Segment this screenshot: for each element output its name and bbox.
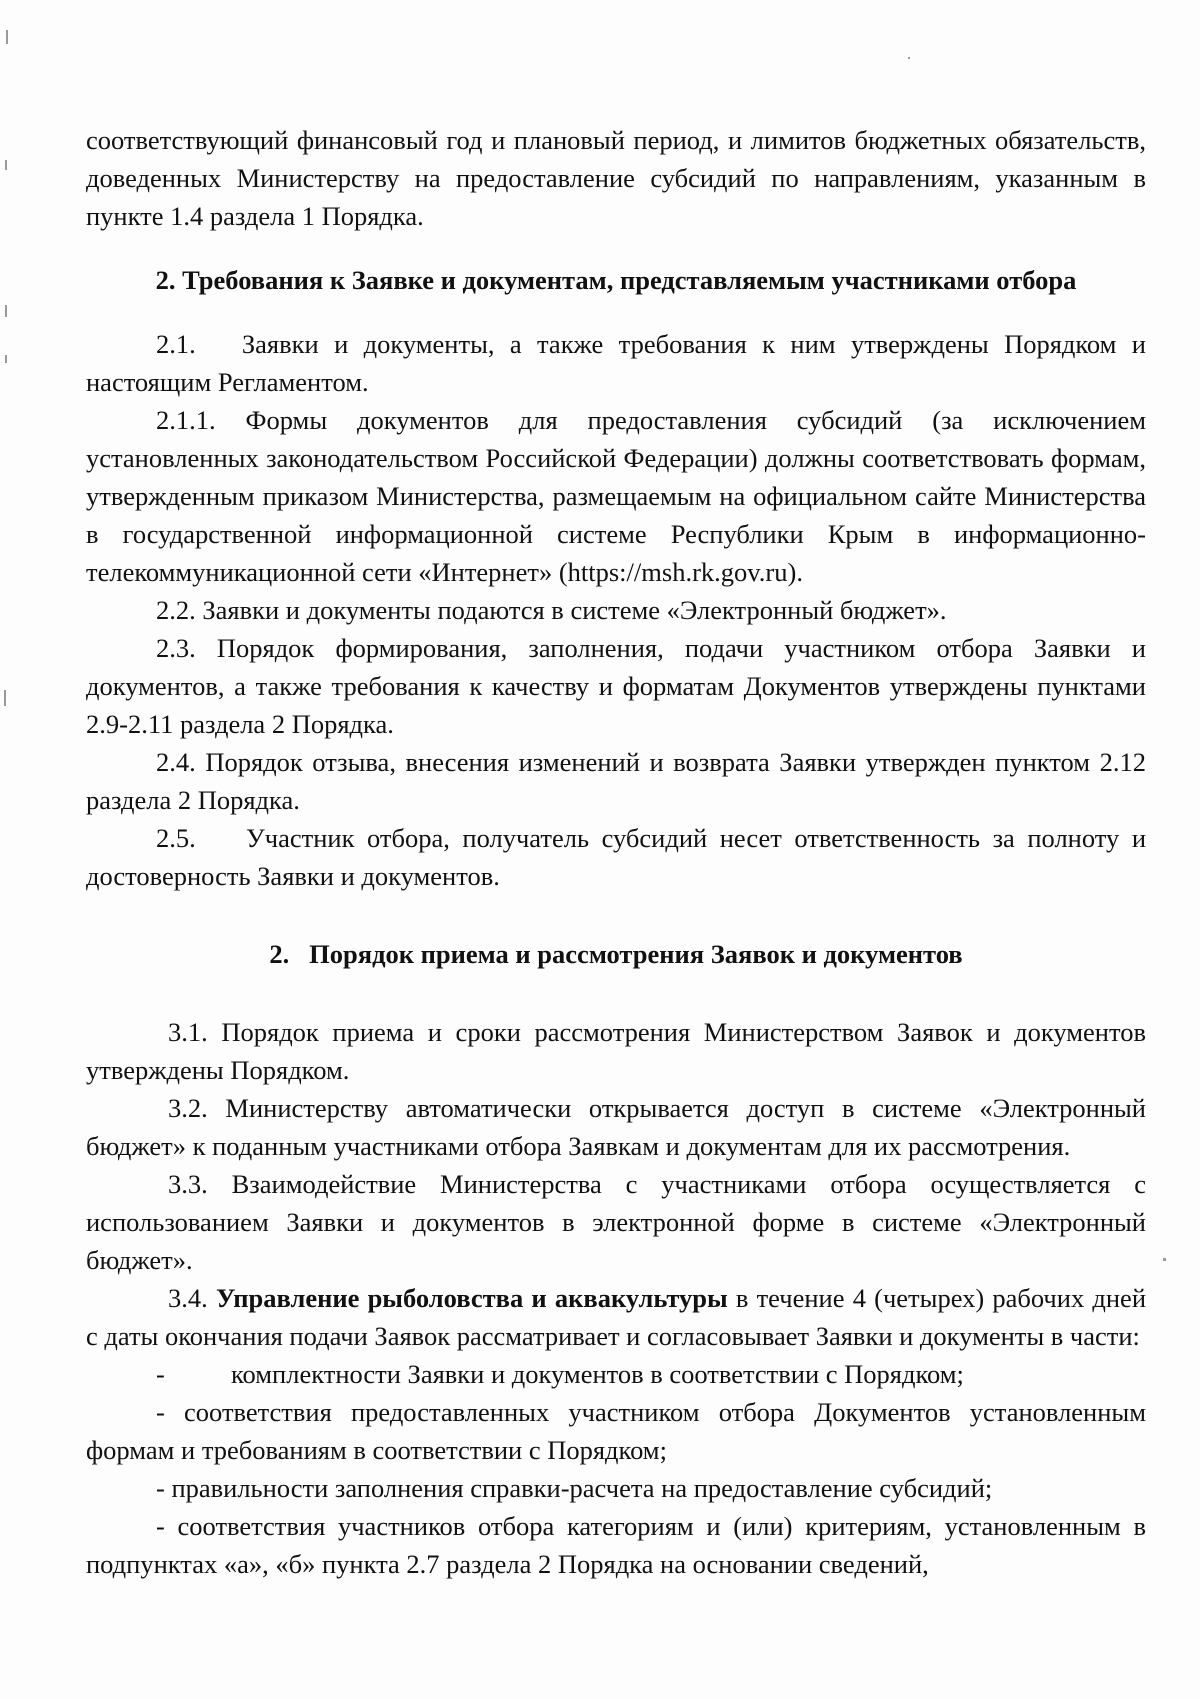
paragraph-2-5: 2.5. Участник отбора, получатель субсидий несет ответственность за полноту и достоверность Заявки и документов. (86, 823, 1153, 891)
paragraph-2-3: 2.3. Порядок формирования, заполнения, подачи участником отбора Заявки и документов, а также требования к качеству и форматам Документов утверждены пунктами 2.9-2.11 раздела 2 Порядка. (86, 633, 1146, 739)
list-item-text: комплектности Заявки и документов в соответствии с Порядком; (231, 1359, 964, 1389)
list-item-forms: - соответствия предоставленных участником отбора Документов установленным формам и требованиям в соответствии с Порядком; (86, 1397, 1146, 1465)
paragraph-3-4-bold-subject: Управление рыболовства и аквакультуры (215, 1283, 728, 1313)
paragraph-2-1-1: 2.1.1. Формы документов для предоставления субсидий (за исключением установленных законодательством Российской Федерации) должны соответствовать формам, утвержденным приказом Министерства, размещаемым на официальном сайте Министерства в государственной информационной системе Республики Крым в информационно-телекоммуникационной сети «Интернет» (https://msh.rk.gov.ru). (86, 405, 1146, 587)
paragraph-2-4: 2.4. Порядок отзыва, внесения изменений и возврата Заявки утвержден пунктом 2.12 раздела 2 Порядка. (86, 747, 1146, 815)
paragraph-3-2: 3.2. Министерству автоматически открывается доступ в системе «Электронный бюджет» к поданным участниками отбора Заявкам и документам для их рассмотрения. (86, 1093, 1146, 1161)
paragraph-3-3: 3.3. Взаимодействие Министерства с участниками отбора осуществляется с использованием Заявки и документов в электронной форме в системе «Электронный бюджет». (86, 1169, 1146, 1275)
section-2-heading: 2. Требования к Заявке и документам, представляемым участниками отбора (155, 265, 1077, 295)
paragraph-2-2: 2.2. Заявки и документы подаются в системе «Электронный бюджет». (156, 595, 947, 625)
paragraph-3-4 (86, 1279, 1146, 1355)
section-3-heading: 2. Порядок приема и рассмотрения Заявок и документов (269, 939, 963, 969)
scan-artifact (908, 57, 910, 59)
paragraph-3-4-text: в течение 4 (четырех) рабочих дней с даты окончания подачи Заявок рассматривает и согласовывает Заявки и документы в части: (86, 1283, 1147, 1351)
scan-artifact (6, 30, 8, 44)
paragraph-3-1: 3.1. Порядок приема и сроки рассмотрения Министерством Заявок и документов утверждены Порядком. (86, 1017, 1146, 1085)
list-item-calculation: - правильности заполнения справки-расчета на предоставление субсидий; (156, 1473, 993, 1503)
list-item-completeness (86, 1355, 1146, 1393)
intro-paragraph: соответствующий финансовый год и плановый период, и лимитов бюджетных обязательств, доведенных Министерству на предоставление субсидий по направлениям, указанным в пункте 1.4 раздела 1 Порядка. (86, 125, 1146, 231)
scan-artifact (4, 690, 6, 706)
paragraph-2-1: 2.1. Заявки и документы, а также требования к ним утверждены Порядком и настоящим Регламентом. (86, 329, 1153, 397)
scan-artifact (5, 305, 7, 317)
scan-artifact (5, 355, 7, 363)
scan-artifact (1163, 1258, 1166, 1261)
list-dash: - (156, 1359, 165, 1389)
scan-artifact (5, 160, 7, 170)
list-item-criteria: - соответствия участников отбора категориям и (или) критериям, установленным в подпунктах «а», «б» пункта 2.7 раздела 2 Порядка на основании сведений, (86, 1511, 1146, 1579)
paragraph-3-4-number: 3.4. (168, 1283, 208, 1313)
document-body (86, 121, 1153, 1583)
